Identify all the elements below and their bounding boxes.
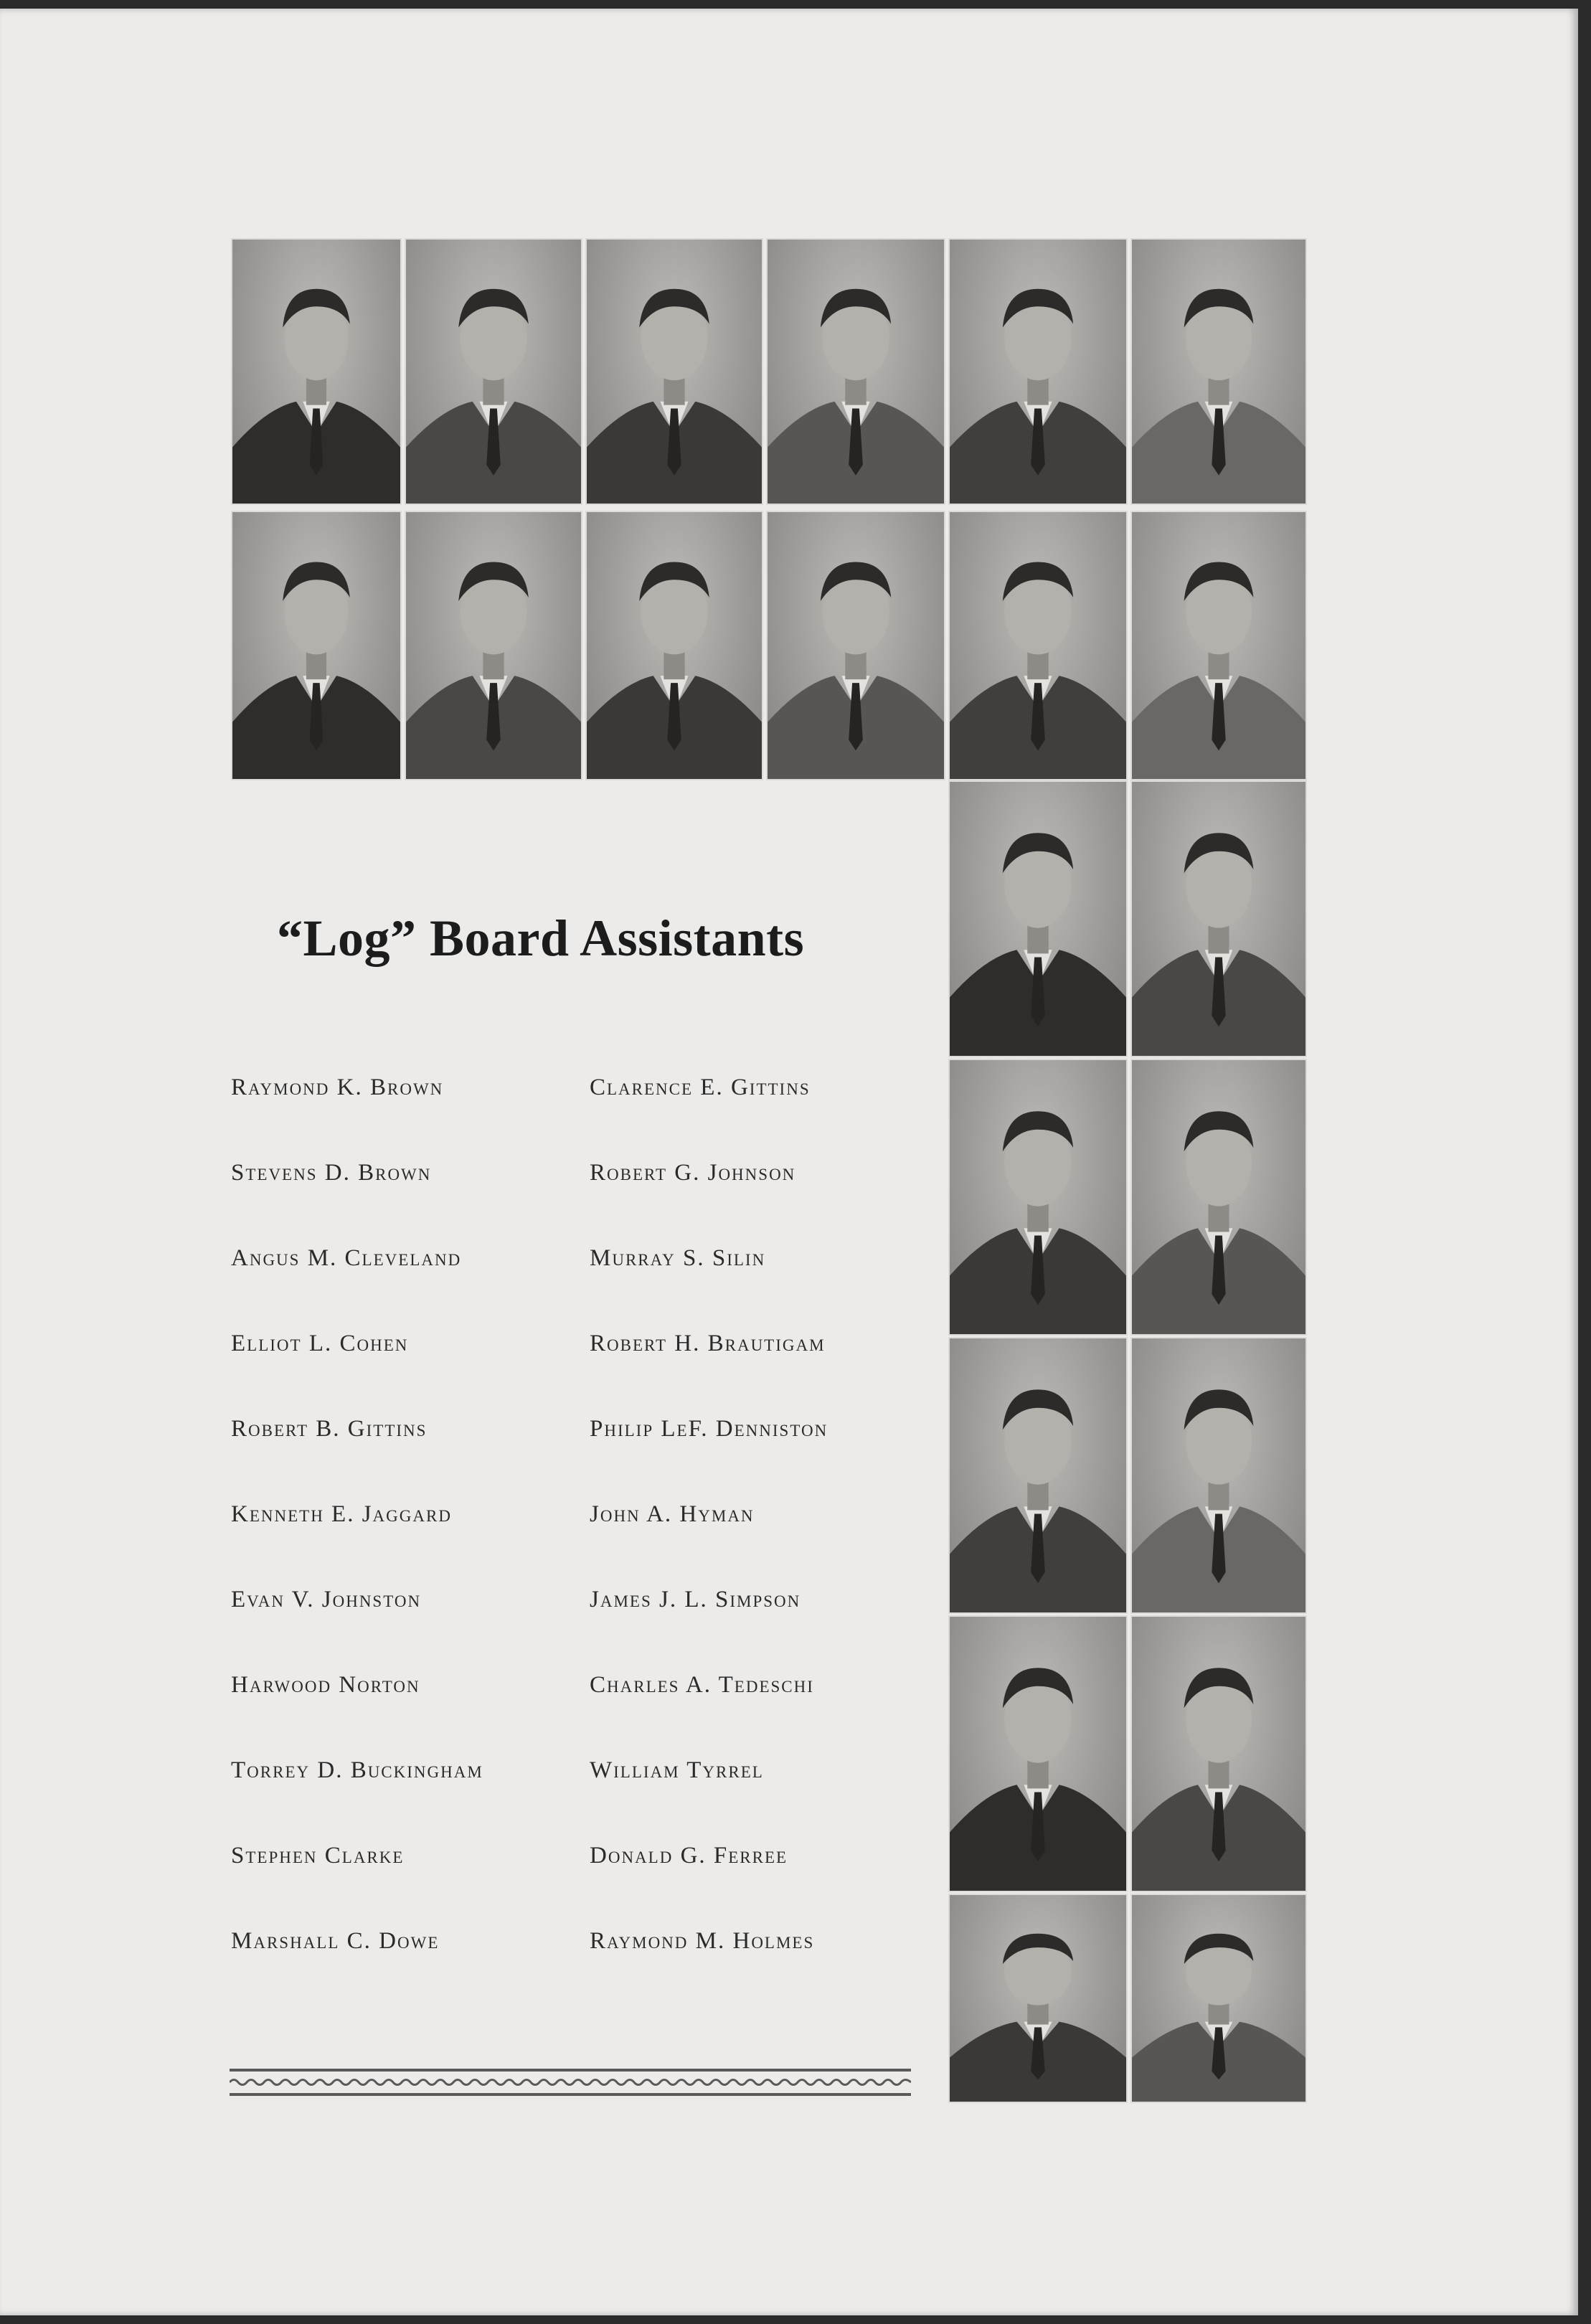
portrait-photo (948, 511, 1128, 780)
portrait-photo (1130, 1894, 1307, 2103)
decorative-rule-bottom (230, 2093, 911, 2096)
yearbook-page (0, 9, 1578, 2315)
portrait-photo (405, 511, 582, 780)
portrait-photo (1130, 780, 1307, 1057)
portrait-photo (1130, 511, 1307, 780)
portrait-photo (405, 238, 582, 505)
name-left: Angus M. Cleveland (231, 1245, 462, 1271)
portrait-photo (1130, 1337, 1307, 1614)
portrait-photo (948, 1615, 1128, 1892)
decorative-wave-rule (230, 2077, 911, 2087)
portrait-photo (585, 511, 763, 780)
portrait-photo (948, 1894, 1128, 2103)
name-left: Kenneth E. Jaggard (231, 1501, 452, 1527)
name-left: Elliot L. Cohen (231, 1331, 409, 1356)
name-right: Robert G. Johnson (590, 1160, 796, 1186)
name-left: Stephen Clarke (231, 1843, 405, 1869)
name-left: Harwood Norton (231, 1672, 420, 1698)
name-right: James J. L. Simpson (590, 1587, 801, 1612)
portrait-photo (948, 238, 1128, 505)
name-right: Donald G. Ferree (590, 1843, 788, 1869)
decorative-rule-top (230, 2069, 911, 2072)
name-left: Stevens D. Brown (231, 1160, 432, 1186)
name-right: John A. Hyman (590, 1501, 755, 1527)
portrait-photo (231, 238, 402, 505)
portrait-photo (1130, 1615, 1307, 1892)
portrait-photo (766, 511, 945, 780)
portrait-photo (585, 238, 763, 505)
name-right: Clarence E. Gittins (590, 1074, 811, 1100)
portrait-photo (231, 511, 402, 780)
portrait-photo (766, 238, 945, 505)
name-left: Robert B. Gittins (231, 1416, 428, 1442)
portrait-photo (1130, 1059, 1307, 1336)
name-right: Raymond M. Holmes (590, 1928, 815, 1954)
name-right: Philip LeF. Denniston (590, 1416, 828, 1442)
name-left: Torrey D. Buckingham (231, 1757, 483, 1783)
name-left: Evan V. Johnston (231, 1587, 422, 1612)
name-right: William Tyrrel (590, 1757, 764, 1783)
name-right: Charles A. Tedeschi (590, 1672, 814, 1698)
portrait-photo (948, 1337, 1128, 1614)
portrait-photo (948, 780, 1128, 1057)
name-right: Robert H. Brautigam (590, 1331, 826, 1356)
portrait-photo (948, 1059, 1128, 1336)
name-left: Raymond K. Brown (231, 1074, 444, 1100)
name-left: Marshall C. Dowe (231, 1928, 440, 1954)
name-right: Murray S. Silin (590, 1245, 766, 1271)
page-title: “Log” Board Assistants (277, 910, 805, 967)
portrait-photo (1130, 238, 1307, 505)
